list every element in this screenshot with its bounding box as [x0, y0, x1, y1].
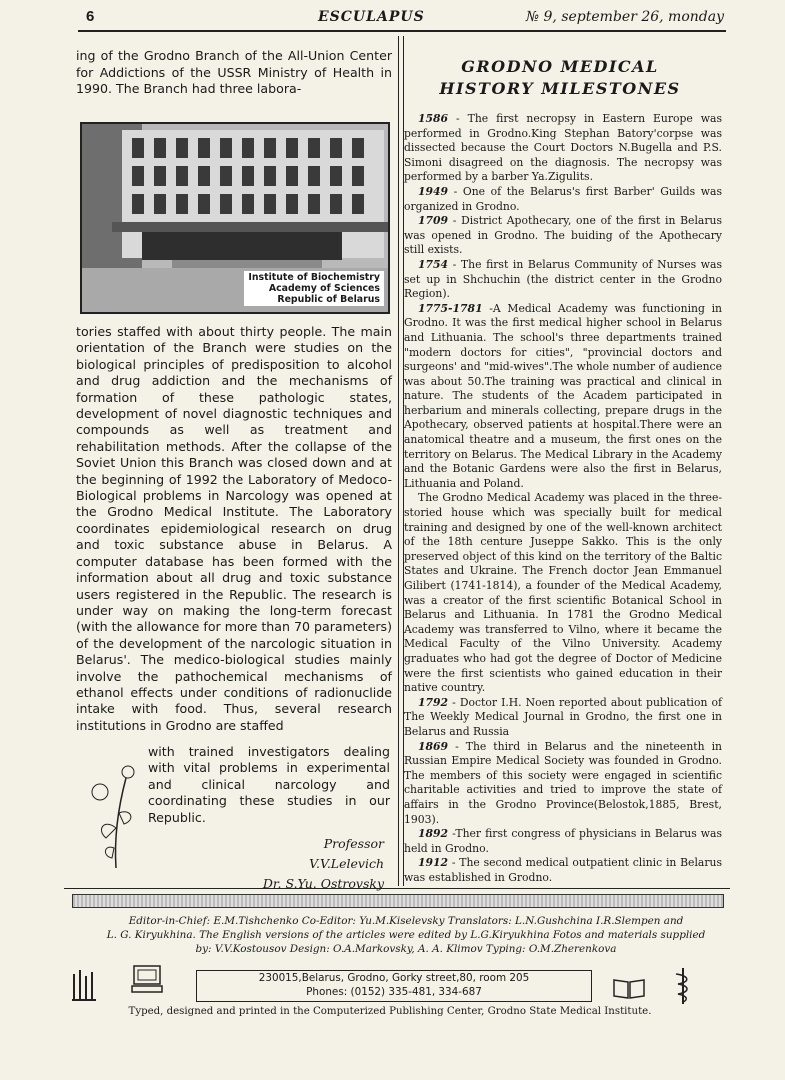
grey-bar	[72, 894, 724, 908]
milestone-year: 1586	[418, 112, 449, 125]
photo-caption	[244, 271, 384, 306]
milestone-text: -Ther first congress of physicians in Belarus was held in Grodno.	[404, 827, 722, 855]
author-name-1: V.V.Lelevich	[309, 856, 384, 871]
credits	[106, 914, 706, 956]
milestone-entry	[404, 258, 722, 302]
milestone-entry	[404, 185, 722, 214]
milestone-entry	[404, 696, 722, 740]
milestone-year: 1869	[418, 739, 449, 753]
left-paragraph-1: ing of the Grodno Branch of the All-Union Center for Addictions of the USSR Ministry of Health in 1990. The Branch had three labora-	[76, 48, 392, 97]
phones-line: Phones: (0152) 335-481, 334-687	[306, 986, 482, 998]
caption-line-1: Institute of Biochemistry	[248, 272, 380, 283]
milestone-text: - Doctor I.H. Noen reported about publication of The Weekly Medical Journal in Grodno, the first one in Belarus and Russia	[404, 695, 722, 738]
caption-line-3: Republic of Belarus	[277, 294, 380, 305]
milestone-entry	[404, 827, 722, 856]
bottom-rule	[64, 888, 730, 889]
right-column-title	[404, 50, 724, 100]
milestone-entry	[404, 214, 722, 258]
milestone-text: - The first in Belarus Community of Nurses was set up in Shchuchin (the district center in the Grodno Region).	[404, 257, 722, 301]
caduceus-icon	[670, 966, 696, 1006]
address-line: 230015,Belarus, Grodno, Gorky street,80, room 205	[258, 972, 530, 984]
left-column-intro	[76, 48, 392, 98]
logo-icon	[70, 968, 98, 1002]
building-photo	[80, 122, 390, 314]
caption-line-2: Academy of Sciences	[268, 283, 380, 294]
flower-icon	[86, 758, 142, 872]
masthead: ESCULAPUS	[318, 9, 425, 25]
milestone-entry	[404, 856, 722, 885]
author-title: Professor	[323, 836, 384, 851]
milestone-text: - One of the Belarus's first Barber' Guilds was organized in Grodno.	[404, 184, 722, 213]
author-name-2: Dr. S.Yu. Ostrovsky	[262, 876, 384, 891]
footer-text: Typed, designed and printed in the Computerized Publishing Center, Grodno State Medical Institute.	[128, 1006, 652, 1017]
milestone-year: 1949	[418, 184, 449, 198]
credits-line-1: Editor-in-Chief: E.M.Tishchenko Co-Editor: Yu.M.Kiselevsky Translators: L.N.Gushchina I.R.Slempen and	[128, 915, 684, 927]
author-signature	[230, 834, 384, 894]
milestone-entry	[404, 302, 722, 492]
issue-info: № 9, september 26, monday	[525, 9, 724, 25]
milestone-year: 1754	[418, 257, 449, 271]
milestone-text: The Grodno Medical Academy was placed in the three-storied house which was specially built for medical training and designed by one of the well-known architect of the 18th centure Juseppe Sakko. This is the only preserved object of this kind on the territory of the Baltic States and Ukraine. The French doctor Jean Emmanuel Gilibert (1741-1814), a founder of the Medical Academy, was a creator of the first scientific Botanical School in Belarus and Lithuania. In 1781 the Grodno Medical Academy was transferred to Vilno, where it became the Medical Faculty of the Vilno University. Academy graduates who had got the degree of Doctor of Medicine were the first scientists who gained education in their native country.	[404, 491, 722, 695]
header-rule	[78, 30, 726, 32]
milestones-title-line-2: HISTORY MILESTONES	[439, 79, 681, 98]
computer-icon	[130, 964, 164, 994]
left-paragraph-3: with trained investigators dealing with vital problems in experimental and clinical narcology and coordinating these studies in our Republic.	[148, 744, 390, 825]
milestone-entry	[404, 112, 722, 185]
address-box	[196, 970, 592, 1002]
book-icon	[612, 976, 646, 1000]
milestones-title-line-1: GRODNO MEDICAL	[461, 57, 659, 76]
milestone-text: - District Apothecary, one of the first in Belarus was opened in Grodno. The buiding of the Apothecary still exists.	[404, 214, 722, 257]
credits-line-3: by: V.V.Kostousov Design: O.A.Markovsky, A. A. Klimov Typing: O.M.Zherenkova	[195, 943, 617, 955]
page-header	[78, 6, 726, 32]
milestones-title	[396, 56, 724, 100]
credits-line-2: L. G. Kiryukhina. The English versions of the articles were edited by L.G.Kiryukhina Fotos and materials supplied	[106, 929, 706, 941]
left-paragraph-2: tories staffed with about thirty people. The main orientation of the Branch were studies on the biological principles of predisposition to alcohol and drug addiction and the mechanisms of formation of these pathologic states, development of novel diagnostic techniques and compounds as well as treatment and rehabilitation methods. After the collapse of the Soviet Union this Branch was closed down and at the beginning of 1992 the Laboratory of Medoco-Biological problems in Narcology was opened at the Grodno Medical Institute. The Laboratory coordinates epidemiological research on drug and toxic substance abuse in Belarus. A computer database has been formed with the information about all drug and toxic substance users registered in the Republic. The research is under way on making the long-term forecast (with the allowance for more than 70 parameters) of the development of the narcologic situation in Belarus'. The medico-biological studies mainly involve the pathochemical mechanisms of ethanol effects under conditions of radionuclide intake with food. Thus, several research institutions in Grodno are staffed	[76, 324, 392, 733]
milestone-entry	[404, 491, 722, 695]
milestone-year: 1792	[418, 695, 449, 709]
milestone-year: 1912	[418, 856, 449, 870]
milestone-entry	[404, 740, 722, 828]
milestone-text: - The first necropsy in Eastern Europe was performed in Grodno.King Stephan Batory'corpse was dissected because the Court Doctors N.Bugella and P.S. Simoni disagreed on the diagnosis. The necropsy was performed by a barber Ya.Zigulits.	[404, 112, 722, 184]
milestone-year: 1892	[418, 827, 449, 841]
milestones-list	[404, 112, 722, 885]
milestone-year: 1775-1781	[418, 301, 483, 315]
milestone-text: - The second medical outpatient clinic in Belarus was established in Grodno.	[404, 856, 722, 884]
milestone-year: 1709	[418, 214, 449, 228]
milestone-text: - The third in Belarus and the nineteenth in Russian Empire Medical Society was founded in Grodno. The members of this society were engaged in scientific charitable activities and tried to improve the state of affairs in the Grodno Province(Belostok,1885, Brest, 1903).	[404, 739, 722, 826]
page-number: 6	[86, 8, 95, 25]
milestone-text: -A Medical Academy was functioning in Grodno. It was the first medical higher school in Belarus and Lithuania. The school's three departments trained "modern doctors for cities", "provincial doctors and surgeons' and "mid-wives".The whole number of audience was about 50.The training was practical and clinical in nature. The students of the Academ participated in herbarium and minerals collecting, prepare drugs in the Apothecary, observed patients at hospital.There were an anatomical theatre and a museum, the first ones on the territory on Belarus. The Medical Library in the Academy and the Botanic Gardens were also the first in Belarus, Lithuania and Poland.	[404, 301, 722, 490]
